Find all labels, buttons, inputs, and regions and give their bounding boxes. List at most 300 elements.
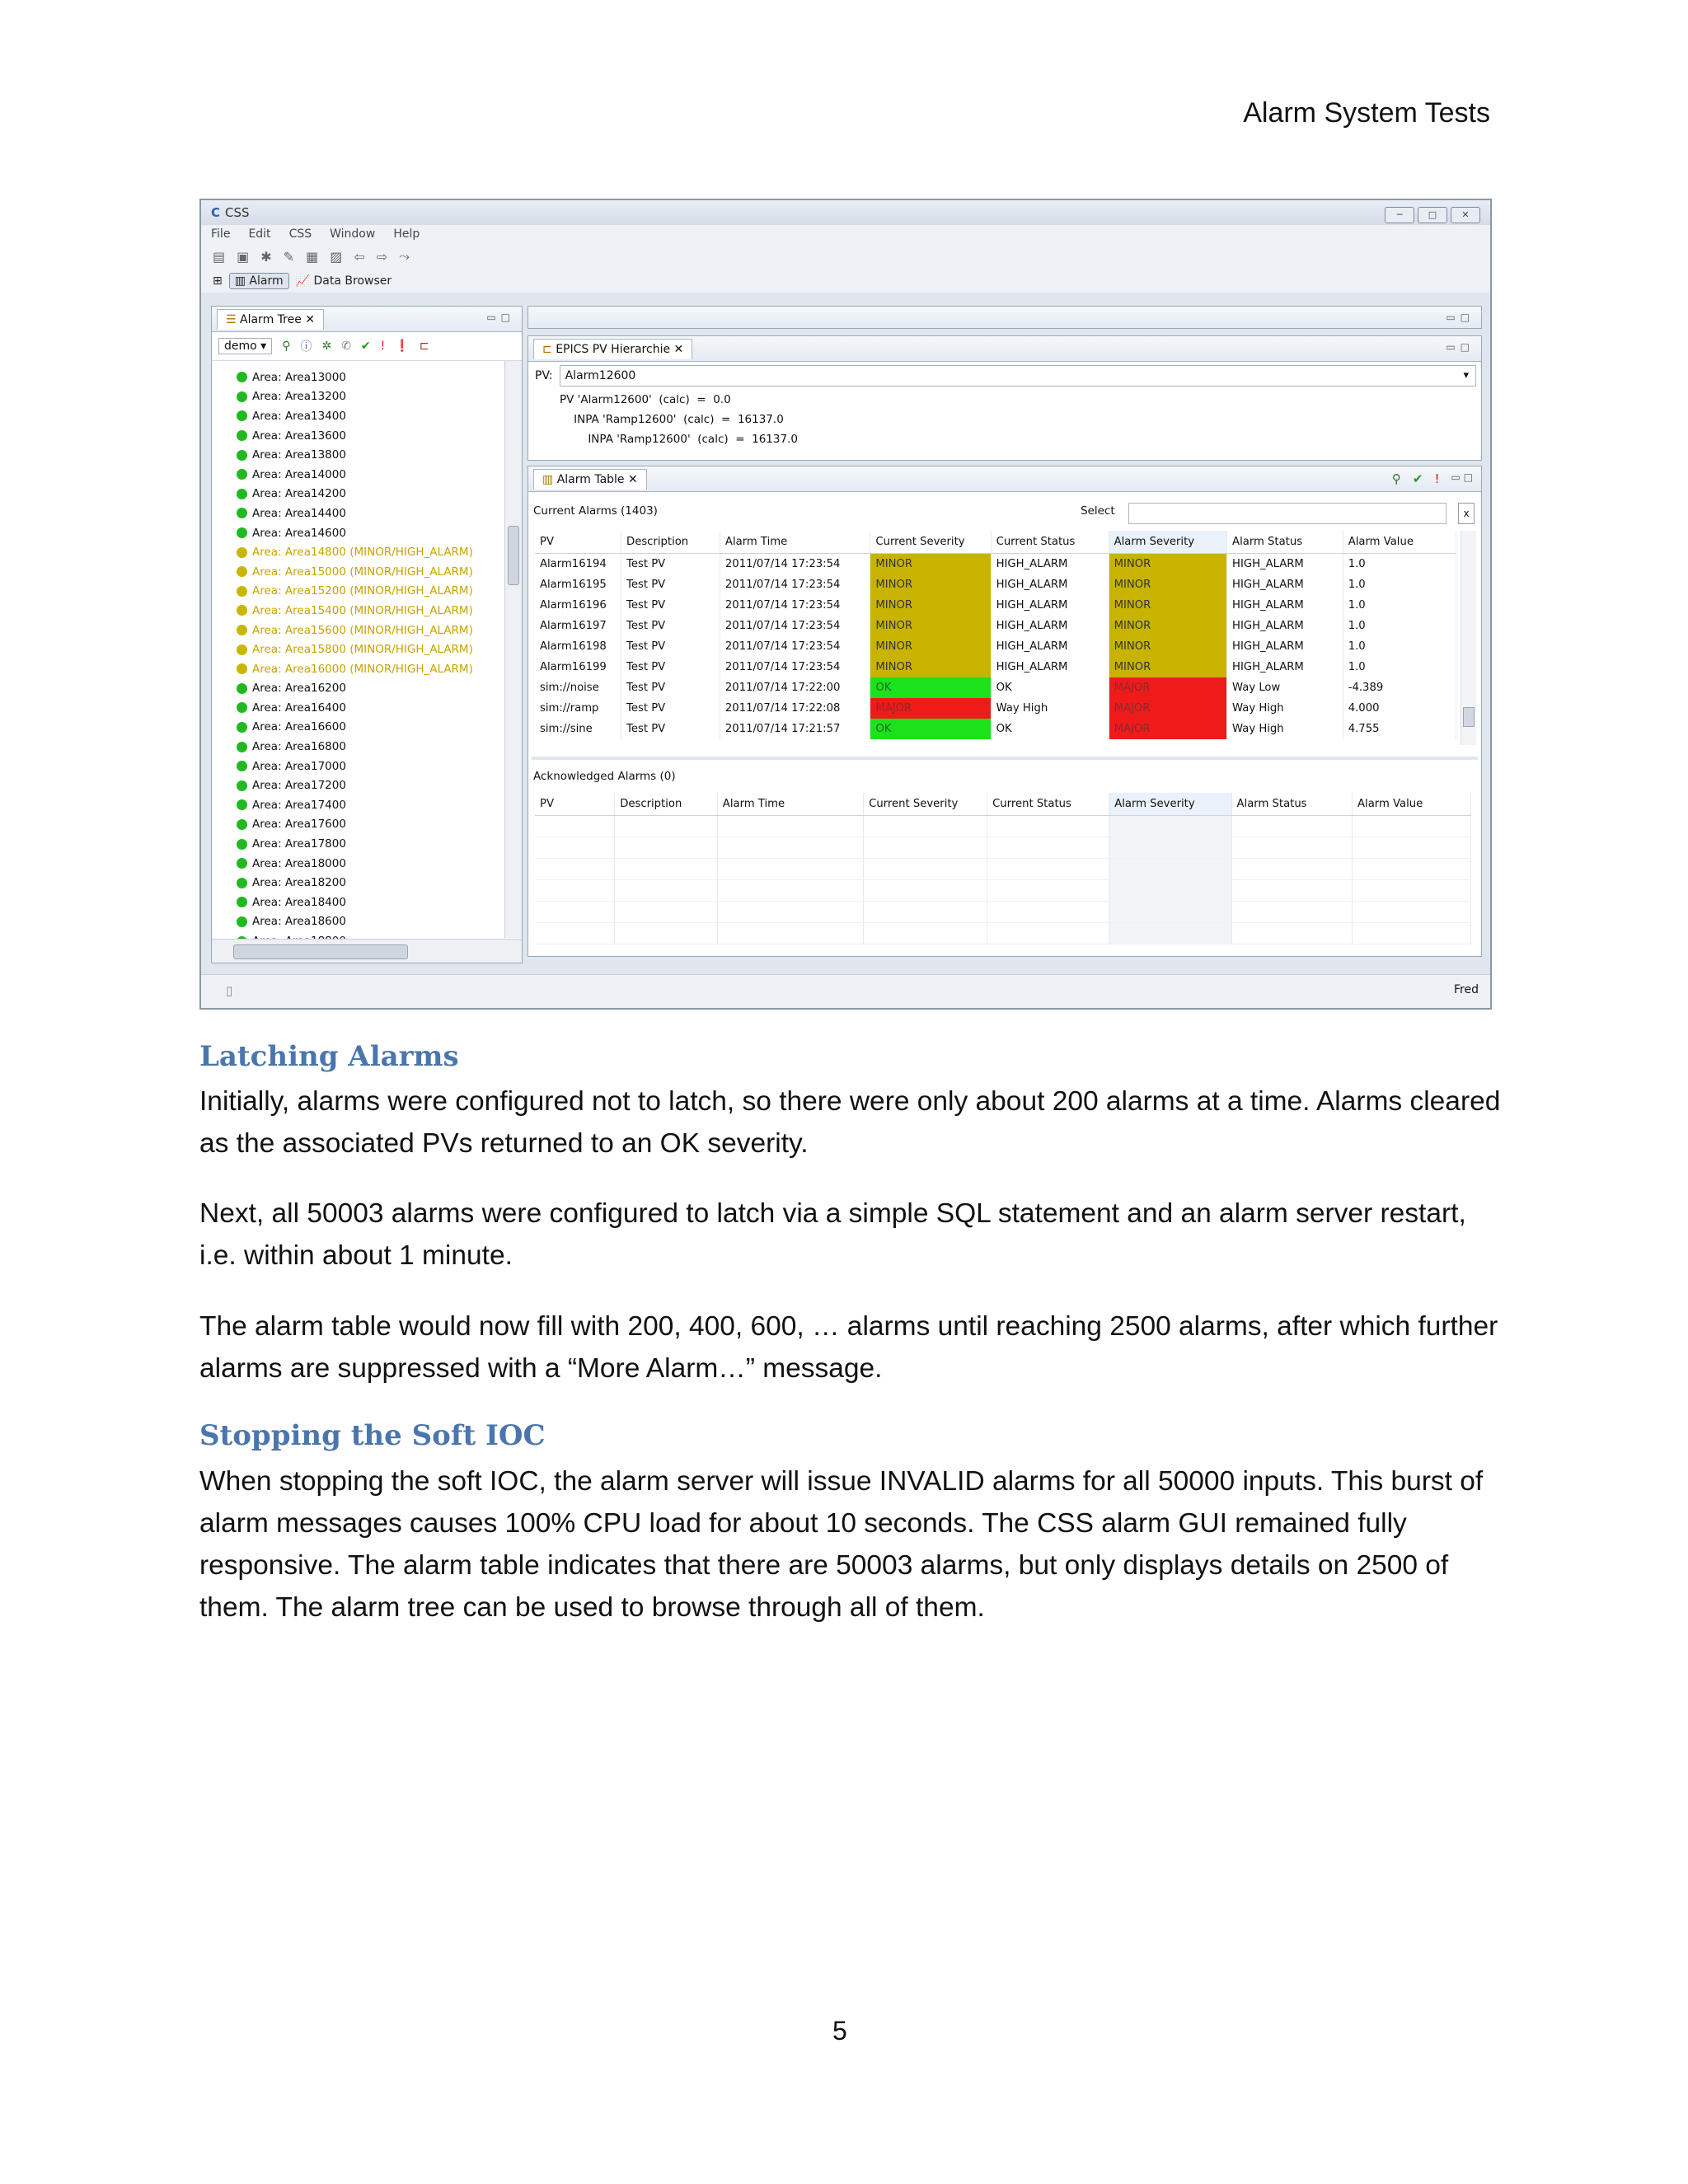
table-row [535,923,1471,944]
table-cell: OK [870,719,991,739]
epics-view-controls[interactable]: ▭□ [1446,341,1475,353]
table-cell [987,837,1109,859]
table-cell [1231,902,1352,923]
tree-node-label: Area: Area18000 [252,856,346,870]
tree-node-label: Area: Area13000 [252,370,346,384]
tree-node-label: Area: Area14000 [252,467,346,481]
tree-node-label: Area: Area14200 [252,487,346,501]
tree-node[interactable] [212,504,504,523]
tab-epics-label: EPICS PV Hierarchie [556,342,671,356]
table-cell: Way Low [1227,677,1343,698]
tree-node-label: Area: Area13600 [252,429,346,443]
table-cell: HIGH_ALARM [1227,636,1343,657]
table-cell [615,837,718,859]
pv-line: INPA 'Ramp12600' (calc) = 16137.0 [560,433,798,446]
tree-node[interactable] [212,601,504,621]
table-cell [987,816,1109,837]
perspective-data-browser-label: Data Browser [313,274,392,288]
select-label: Select [1081,504,1115,518]
tree-node-label: Area: Area17000 [252,759,346,773]
table-cell [1231,859,1352,880]
menu-help[interactable]: Help [393,227,420,241]
table-cell: Alarm16196 [535,595,621,616]
table-cell [535,816,615,837]
severity-dot-icon [237,391,247,402]
current-alarms-table [535,531,1456,739]
severity-dot-icon [237,489,247,499]
column-header[interactable]: Description [615,793,718,816]
severity-dot-icon [237,742,247,752]
severity-dot-icon [237,761,247,771]
tree-node-label: Area: Area15000 (MINOR/HIGH_ALARM) [252,565,473,579]
tree-node-label: Area: Area15600 (MINOR/HIGH_ALARM) [252,623,473,637]
tree-node[interactable] [212,718,504,738]
tree-node[interactable] [212,387,504,407]
alarm-table-tabbar [528,466,1481,492]
pv-row [528,362,1481,390]
chart-icon[interactable]: ▨ [330,248,343,265]
search-icon[interactable]: ⚲ [282,340,291,353]
column-header[interactable]: PV [535,531,621,554]
tree-node[interactable] [212,757,504,776]
table-cell: HIGH_ALARM [991,636,1109,657]
tree-node-label: Area: Area17600 [252,818,346,832]
tree-node[interactable] [212,640,504,659]
info-icon[interactable]: ⓘ [300,340,312,354]
severity-dot-icon [237,508,247,518]
table-cell: 2011/07/14 17:22:00 [720,677,870,698]
current-alarms-label: Current Alarms (1403) [533,504,658,518]
alarm-icon[interactable]: ! [380,340,386,353]
table-cell: Way High [991,698,1109,719]
table-cell: MINOR [870,574,991,595]
editor-view-controls[interactable]: ▭□ [1446,312,1475,323]
alarm-tree-tabbar [212,307,522,332]
tree-node[interactable] [212,426,504,446]
maximize-button[interactable]: □ [1418,207,1447,223]
tools-icon[interactable]: ✎ [283,248,295,265]
tree-icon: ☰ [226,312,241,326]
table-cell: sim://ramp [535,698,621,719]
config-select-value: demo [224,340,257,353]
forward-icon[interactable]: ⇨ [376,248,388,265]
table-cell [1109,859,1231,880]
css-window [199,199,1492,1010]
tree-node-label: Area: Area14800 (MINOR/HIGH_ALARM) [252,546,473,560]
settings-icon[interactable]: ✲ [321,340,332,353]
tree-node-label: Area: Area17400 [252,798,346,812]
table-cell [717,880,863,902]
severity-dot-icon [237,878,247,888]
display-icon[interactable]: ▦ [306,248,319,265]
table-cell: 2011/07/14 17:23:54 [720,636,870,657]
tree-node[interactable] [212,679,504,699]
severity-dot-icon [237,819,247,830]
table-cell: 1.0 [1343,574,1456,595]
table-cell [1109,816,1231,837]
paragraph: The alarm table would now fill with 200, 400, 600, … alarms until reaching 2500 alarms, after which further alarms are suppressed with a “More Alarm…” message. [199,1311,1498,1384]
table-cell: MINOR [1109,595,1226,616]
severity-dot-icon [237,625,247,635]
tree-node[interactable] [212,621,504,640]
severity-dot-icon [237,683,247,694]
column-header[interactable]: PV [535,793,615,816]
table-cell: Test PV [621,719,720,739]
table-cell [864,880,987,902]
close-tab-icon[interactable]: ✕ [305,312,316,326]
table-cell [717,816,863,837]
table-cell [717,859,863,880]
view-controls[interactable]: ▭□ [486,312,515,323]
table-cell [864,902,987,923]
epics-pv-pane [528,335,1482,461]
table-cell: OK [991,677,1109,698]
section-heading: Latching Alarms [199,1040,459,1073]
table-cell: HIGH_ALARM [1227,574,1343,595]
table-cell [1353,923,1471,944]
table-cell [1231,816,1352,837]
table-cell: Test PV [621,636,720,657]
tree-node[interactable] [212,795,504,815]
severity-dot-icon [237,586,247,597]
column-header[interactable]: Alarm Severity [1109,531,1226,554]
tree-node[interactable] [212,562,504,582]
table-cell [717,923,863,944]
status-user: Fred [1454,983,1479,996]
table-cell: HIGH_ALARM [1227,554,1343,575]
tree-node-label: Area: Area13200 [252,390,346,404]
tree-node[interactable] [212,659,504,679]
alarm-tree[interactable] [212,361,504,938]
tree-node[interactable] [212,465,504,485]
table-cell: HIGH_ALARM [991,657,1109,677]
table-row [535,859,1471,880]
table-cell: HIGH_ALARM [1227,595,1343,616]
pv-line: INPA 'Ramp12600' (calc) = 16137.0 [560,413,784,426]
table-cell [987,923,1109,944]
tree-node[interactable] [212,873,504,893]
table-cell [615,902,718,923]
tab-alarm-table[interactable] [533,469,647,490]
table-cell [987,859,1109,880]
table-cell: Alarm16197 [535,616,621,636]
table-cell: OK [991,719,1109,739]
pv-combo[interactable] [560,365,1476,387]
column-header[interactable]: Alarm Status [1231,793,1352,816]
tree-node[interactable] [212,815,504,835]
table-cell: sim://sine [535,719,621,739]
scroll-thumb[interactable] [508,526,519,585]
table-row [535,816,1471,837]
column-header[interactable]: Description [621,531,720,554]
table-cell: HIGH_ALARM [991,616,1109,636]
tree-node[interactable] [212,582,504,602]
table-cell [615,816,718,837]
table-cell: MINOR [870,636,991,657]
table-cell: MINOR [870,595,991,616]
alarm-icon[interactable]: ! [1434,471,1440,486]
tree-node-label: Area: Area14600 [252,526,346,540]
table-row[interactable] [535,595,1456,616]
tree-node-label: Area: Area17200 [252,779,346,793]
severity-dot-icon [237,702,247,713]
column-header[interactable]: Alarm Severity [1109,793,1231,816]
table-cell [1353,902,1471,923]
table-cell [987,880,1109,902]
save-icon[interactable]: ▣ [237,248,250,265]
table-row[interactable] [535,677,1456,698]
table-cell: HIGH_ALARM [1227,616,1343,636]
table-cell [864,859,987,880]
tab-alarm-tree-label: Alarm Tree [240,312,302,326]
table-row[interactable] [535,719,1456,739]
fast-view-icon[interactable]: ▯ [226,983,233,998]
column-header[interactable]: Current Severity [864,793,987,816]
tree-vertical-scrollbar[interactable] [504,361,522,938]
table-scrollbar[interactable] [1461,531,1476,745]
table-cell [615,859,718,880]
acknowledged-alarms-label: Acknowledged Alarms (0) [533,770,676,783]
table-cell: 1.0 [1343,616,1456,636]
close-tab-icon[interactable]: ✕ [628,472,638,486]
table-row[interactable] [535,698,1456,719]
view-controls[interactable]: ▭ □ [1451,471,1473,483]
table-cell [987,902,1109,923]
table-cell: OK [870,677,991,698]
table-cell [535,837,615,859]
table-cell: Alarm16194 [535,554,621,575]
table-cell: 2011/07/14 17:23:54 [720,554,870,575]
table-cell: MAJOR [1109,677,1226,698]
table-cell [535,859,615,880]
table-cell: Alarm16195 [535,574,621,595]
table-cell: MINOR [870,657,991,677]
table-cell: 4.755 [1343,719,1456,739]
severity-dot-icon [237,644,247,655]
editor-area-tabbar [528,306,1482,329]
table-cell [535,880,615,902]
acknowledge-icon[interactable]: ✔ [360,340,371,353]
table-row [535,837,1471,859]
tree-node[interactable] [212,523,504,543]
table-row[interactable] [535,554,1456,575]
table-row[interactable] [535,616,1456,636]
select-input[interactable] [1128,503,1447,524]
hierarchy-tab-icon: ⊏ [542,342,556,356]
menu-edit[interactable]: Edit [248,227,271,241]
window-title: CSS [225,205,250,220]
table-cell: MINOR [1109,636,1226,657]
severity-dot-icon [237,780,247,791]
table-cell [535,902,615,923]
perspective-data-browser[interactable] [296,274,392,288]
tree-node[interactable] [212,445,504,465]
severity-dot-icon [237,469,247,480]
menu-css[interactable]: CSS [288,227,312,241]
hierarchy-icon[interactable]: ⊏ [419,340,429,353]
chart-perspective-icon: 📈 [295,274,314,288]
menu-file[interactable]: File [211,227,231,241]
column-header[interactable]: Current Status [987,793,1109,816]
scroll-thumb-h[interactable] [233,944,408,959]
tree-node[interactable] [212,893,504,912]
minimize-button[interactable]: ─ [1385,207,1414,223]
acknowledge-icon[interactable]: ✔ [1412,471,1423,486]
table-cell [1353,859,1471,880]
new-icon[interactable]: ▤ [213,248,226,265]
table-cell: Test PV [621,698,720,719]
tree-node[interactable] [212,776,504,795]
table-cell [1231,880,1352,902]
alarm-perspective-icon: ▥ [234,274,250,288]
tree-node[interactable] [212,542,504,562]
close-tab-icon[interactable]: ✕ [673,342,684,356]
table-cell: 1.0 [1343,554,1456,575]
column-header[interactable]: Current Status [991,531,1109,554]
close-button[interactable]: ✕ [1451,207,1480,223]
severity-dot-icon [237,372,247,382]
pv-hierarchy-text [528,390,1481,449]
tree-node[interactable] [212,854,504,874]
debug-icon[interactable]: ✱ [260,248,272,265]
pv-line: PV 'Alarm12600' (calc) = 0.0 [560,393,731,406]
unacknowledged-icon[interactable]: ❗ [395,340,410,353]
table-cell: Way High [1227,698,1343,719]
table-row[interactable] [535,657,1456,677]
table-cell [615,923,718,944]
alarm-table-toolbar [1392,471,1473,486]
severity-dot-icon [237,663,247,674]
table-cell: Alarm16198 [535,636,621,657]
column-header[interactable]: Alarm Value [1343,531,1456,554]
tree-node-label: Area: Area15400 (MINOR/HIGH_ALARM) [252,603,473,617]
table-cell: Way High [1227,719,1343,739]
tab-epics-pv[interactable] [533,339,692,359]
table-cell: Test PV [621,677,720,698]
paragraph: Next, all 50003 alarms were configured to latch via a simple SQL statement and an alarm server restart, i.e. within about 1 minute. [199,1198,1466,1271]
table-cell [1231,923,1352,944]
tree-node[interactable] [212,737,504,757]
table-cell: Test PV [621,554,720,575]
tree-node-label: Area: Area14400 [252,506,346,520]
table-cell [535,923,615,944]
tree-node-label: Area: Area16000 (MINOR/HIGH_ALARM) [252,662,473,676]
menu-window[interactable]: Window [330,227,376,241]
tree-node-label: Area: Area16800 [252,740,346,754]
table-scroll-thumb[interactable] [1463,707,1475,727]
table-cell: Alarm16199 [535,657,621,677]
severity-dot-icon [237,916,247,927]
tree-horizontal-scrollbar[interactable] [212,939,522,963]
alarm-tree-pane [211,306,523,963]
table-cell: MINOR [870,554,991,575]
paragraph: When stopping the soft IOC, the alarm server will issue INVALID alarms for all 50000 inputs. This burst of alarm messages causes 100% CPU load for about 10 seconds. The CSS alarm GUI remained fully responsive. The alarm table indicates that there are 50003 alarms, but only displays details on 2500 of them. The alarm tree can be used to browse through all of them. [199,1466,1484,1623]
config-select[interactable]: demo ▾ [218,338,272,354]
pin-icon[interactable]: ⤳ [399,248,410,264]
epics-tabbar [528,336,1481,362]
column-header[interactable]: Alarm Time [717,793,863,816]
guidance-icon[interactable]: ✆ [341,340,351,353]
column-header[interactable]: Alarm Status [1227,531,1343,554]
table-cell: MINOR [1109,657,1226,677]
table-row[interactable] [535,636,1456,657]
acknowledged-alarms-table [535,793,1471,944]
table-cell: 2011/07/14 17:22:08 [720,698,870,719]
table-cell: 1.0 [1343,636,1456,657]
table-cell: HIGH_ALARM [991,554,1109,575]
alarm-table-pane [528,466,1482,957]
tree-node-label: Area: Area16600 [252,720,346,734]
table-cell [615,880,718,902]
clear-select-button[interactable]: x [1458,503,1475,524]
column-header[interactable]: Alarm Value [1353,793,1471,816]
table-cell: sim://noise [535,677,621,698]
severity-dot-icon [237,799,247,810]
table-row[interactable] [535,574,1456,595]
alarm-tree-toolbar [212,332,522,361]
tree-node-label: Area: Area16200 [252,682,346,696]
table-row [535,880,1471,902]
tree-node-label: Area: Area13400 [252,409,346,423]
search-icon[interactable]: ⚲ [1391,471,1401,486]
tree-node[interactable] [212,406,504,426]
table-cell: HIGH_ALARM [1227,657,1343,677]
table-cell: MAJOR [1109,698,1226,719]
column-header[interactable]: Alarm Time [720,531,870,554]
table-cell: MAJOR [1109,719,1226,739]
tab-alarm-tree[interactable] [217,309,324,330]
table-cell: HIGH_ALARM [991,574,1109,595]
table-cell: 1.0 [1343,657,1456,677]
tab-alarm-table-label: Alarm Table [556,472,625,486]
window-titlebar [201,200,1490,225]
table-cell [864,837,987,859]
pv-value: Alarm12600 [565,369,636,382]
table-cell [1353,816,1471,837]
table-cell: 4.000 [1343,698,1456,719]
table-cell: MINOR [1109,574,1226,595]
tree-node-label: Area: Area18200 [252,876,346,890]
table-cell: MINOR [1109,554,1226,575]
table-sash[interactable] [532,757,1478,760]
tree-node[interactable] [212,912,504,932]
tree-node-label: Area: Area18400 [252,895,346,909]
column-header[interactable]: Current Severity [870,531,991,554]
table-cell: Test PV [621,595,720,616]
severity-dot-icon [237,605,247,616]
menu-bar [201,225,1490,243]
tree-node-label: Area: Area15800 (MINOR/HIGH_ALARM) [252,643,473,657]
open-perspective-icon[interactable]: ⊞ [213,274,223,288]
severity-dot-icon [237,839,247,850]
tree-node-label: Area: Area17800 [252,837,346,851]
tree-node[interactable] [212,698,504,718]
table-icon: ▥ [542,472,557,486]
table-cell: 2011/07/14 17:23:54 [720,595,870,616]
severity-dot-icon [237,410,247,421]
tree-node-label: Area: Area18600 [252,915,346,929]
back-icon[interactable]: ⇦ [354,248,365,265]
tree-node[interactable] [212,485,504,504]
severity-dot-icon [237,722,247,733]
table-cell: MINOR [870,616,991,636]
tree-node[interactable] [212,834,504,854]
perspective-alarm[interactable] [229,273,289,289]
table-cell [1231,837,1352,859]
tree-node[interactable] [212,368,504,387]
status-bar [201,974,1490,1008]
table-cell [1353,837,1471,859]
